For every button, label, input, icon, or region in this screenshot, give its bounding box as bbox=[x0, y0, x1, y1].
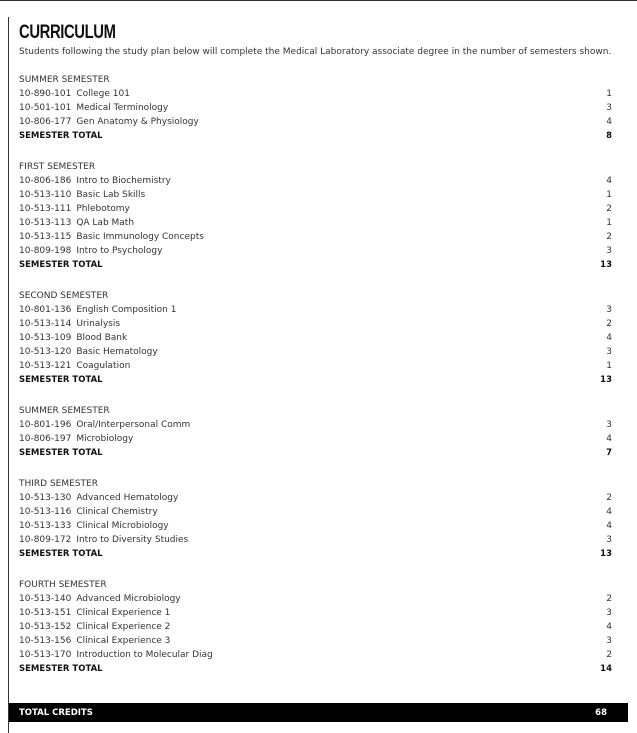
course-info bbox=[19, 606, 170, 620]
course-code: 10-809-172 bbox=[19, 535, 72, 545]
course-info bbox=[19, 101, 168, 115]
course-code: 10-801-196 bbox=[19, 420, 72, 430]
semester-total-label: SEMESTER TOTAL bbox=[19, 375, 103, 385]
course-credits: 1 bbox=[606, 218, 612, 228]
course-title: Gen Anatomy & Physiology bbox=[76, 117, 199, 127]
course-code: 10-513-120 bbox=[19, 347, 72, 357]
course-code: 10-513-170 bbox=[19, 650, 72, 660]
course-credits: 4 bbox=[606, 507, 612, 517]
course-code: 10-513-116 bbox=[19, 507, 72, 517]
course-row bbox=[19, 432, 612, 446]
course-title: Clinical Experience 2 bbox=[76, 622, 171, 632]
course-credits: 2 bbox=[606, 594, 612, 604]
course-info bbox=[19, 303, 176, 317]
semester-heading: SUMMER SEMESTER bbox=[19, 75, 110, 85]
semester-total-value: 8 bbox=[606, 131, 612, 141]
course-info bbox=[19, 174, 171, 188]
course-credits: 4 bbox=[606, 176, 612, 186]
course-info bbox=[19, 634, 170, 648]
course-credits: 1 bbox=[606, 190, 612, 200]
semester-total-value: 13 bbox=[600, 549, 612, 559]
course-title: Basic Immunology Concepts bbox=[76, 232, 204, 242]
course-code: 10-513-110 bbox=[19, 190, 72, 200]
semester-heading: THIRD SEMESTER bbox=[19, 479, 98, 489]
semester-section bbox=[19, 160, 612, 272]
course-code: 10-890-101 bbox=[19, 89, 72, 99]
semester-section bbox=[19, 73, 612, 143]
course-credits: 2 bbox=[606, 493, 612, 503]
course-code: 10-513-113 bbox=[19, 218, 72, 228]
course-credits: 3 bbox=[606, 305, 612, 315]
course-title: Clinical Microbiology bbox=[76, 521, 169, 531]
course-title: Urinalysis bbox=[76, 319, 121, 329]
course-code: 10-513-151 bbox=[19, 608, 72, 618]
course-code: 10-513-140 bbox=[19, 594, 72, 604]
course-code: 10-806-177 bbox=[19, 117, 72, 127]
course-credits: 3 bbox=[606, 347, 612, 357]
course-row bbox=[19, 491, 612, 505]
course-info bbox=[19, 115, 199, 129]
course-row bbox=[19, 359, 612, 373]
course-code: 10-513-156 bbox=[19, 636, 72, 646]
curriculum-page bbox=[19, 22, 612, 693]
course-code: 10-513-114 bbox=[19, 319, 72, 329]
course-title: English Composition 1 bbox=[76, 305, 177, 315]
course-row bbox=[19, 634, 612, 648]
course-row bbox=[19, 533, 612, 547]
semester-total-row bbox=[19, 662, 612, 676]
semester-total-label: SEMESTER TOTAL bbox=[19, 131, 103, 141]
intro-text: Students following the study plan below will complete the Medical Laboratory associate degree in the number of semesters shown. bbox=[19, 47, 612, 57]
semester-list bbox=[19, 73, 612, 676]
course-row bbox=[19, 505, 612, 519]
course-code: 10-513-109 bbox=[19, 333, 72, 343]
course-row bbox=[19, 115, 612, 129]
semester-total-value: 7 bbox=[606, 448, 612, 458]
course-info bbox=[19, 505, 158, 519]
course-credits: 4 bbox=[606, 434, 612, 444]
course-code: 10-806-197 bbox=[19, 434, 72, 444]
semester-section bbox=[19, 477, 612, 561]
semester-total-row bbox=[19, 547, 612, 561]
course-credits: 3 bbox=[606, 420, 612, 430]
course-credits: 2 bbox=[606, 204, 612, 214]
course-credits: 3 bbox=[606, 246, 612, 256]
semester-total-row bbox=[19, 373, 612, 387]
course-credits: 4 bbox=[606, 117, 612, 127]
course-row bbox=[19, 620, 612, 634]
course-credits: 4 bbox=[606, 521, 612, 531]
course-title: College 101 bbox=[76, 89, 130, 99]
course-title: Oral/Interpersonal Comm bbox=[76, 420, 191, 430]
course-code: 10-806-186 bbox=[19, 176, 72, 186]
course-title: Advanced Microbiology bbox=[76, 594, 181, 604]
course-credits: 1 bbox=[606, 89, 612, 99]
course-title: Intro to Psychology bbox=[76, 246, 163, 256]
course-row bbox=[19, 101, 612, 115]
course-row bbox=[19, 188, 612, 202]
course-credits: 4 bbox=[606, 622, 612, 632]
total-credits-bar bbox=[9, 703, 628, 722]
course-credits: 2 bbox=[606, 650, 612, 660]
semester-total-row bbox=[19, 129, 612, 143]
course-info bbox=[19, 418, 190, 432]
course-code: 10-513-133 bbox=[19, 521, 72, 531]
course-title: Basic Lab Skills bbox=[76, 190, 146, 200]
course-credits: 2 bbox=[606, 319, 612, 329]
course-code: 10-513-115 bbox=[19, 232, 72, 242]
semester-total-label: SEMESTER TOTAL bbox=[19, 448, 103, 458]
semester-section bbox=[19, 289, 612, 387]
total-credits-value: 68 bbox=[595, 707, 607, 718]
course-credits: 3 bbox=[606, 608, 612, 618]
course-title: Coagulation bbox=[76, 361, 131, 371]
semester-total-row bbox=[19, 446, 612, 460]
semester-total-row bbox=[19, 258, 612, 272]
course-title: Intro to Diversity Studies bbox=[76, 535, 189, 545]
course-title: Basic Hematology bbox=[76, 347, 158, 357]
course-credits: 2 bbox=[606, 232, 612, 242]
course-info bbox=[19, 202, 130, 216]
course-info bbox=[19, 87, 130, 101]
course-info bbox=[19, 519, 169, 533]
course-title: Phlebotomy bbox=[76, 204, 130, 214]
semester-section bbox=[19, 578, 612, 676]
left-rule bbox=[8, 17, 9, 733]
course-row bbox=[19, 230, 612, 244]
course-code: 10-513-152 bbox=[19, 622, 72, 632]
course-row bbox=[19, 216, 612, 230]
semester-total-value: 13 bbox=[600, 375, 612, 385]
course-title: Blood Bank bbox=[76, 333, 128, 343]
course-row bbox=[19, 244, 612, 258]
course-title: Clinical Experience 3 bbox=[76, 636, 171, 646]
course-code: 10-513-121 bbox=[19, 361, 72, 371]
course-info bbox=[19, 359, 130, 373]
course-title: Medical Terminology bbox=[76, 103, 169, 113]
course-title: Clinical Chemistry bbox=[76, 507, 158, 517]
course-code: 10-809-198 bbox=[19, 246, 72, 256]
course-row bbox=[19, 592, 612, 606]
semester-total-label: SEMESTER TOTAL bbox=[19, 260, 103, 270]
course-row bbox=[19, 174, 612, 188]
course-title: Advanced Hematology bbox=[76, 493, 179, 503]
course-info bbox=[19, 648, 213, 662]
course-info bbox=[19, 533, 188, 547]
semester-heading: SECOND SEMESTER bbox=[19, 291, 109, 301]
course-credits: 3 bbox=[606, 535, 612, 545]
course-info bbox=[19, 230, 204, 244]
semester-total-label: SEMESTER TOTAL bbox=[19, 549, 103, 559]
course-credits: 3 bbox=[606, 636, 612, 646]
semester-total-label: SEMESTER TOTAL bbox=[19, 664, 103, 674]
semester-heading: FOURTH SEMESTER bbox=[19, 580, 107, 590]
course-title: Introduction to Molecular Diag bbox=[76, 650, 213, 660]
course-code: 10-501-101 bbox=[19, 103, 72, 113]
course-row bbox=[19, 648, 612, 662]
top-rule bbox=[0, 0, 637, 1]
course-row bbox=[19, 418, 612, 432]
course-info bbox=[19, 317, 120, 331]
course-code: 10-801-136 bbox=[19, 305, 72, 315]
semester-heading: SUMMER SEMESTER bbox=[19, 406, 110, 416]
course-row bbox=[19, 202, 612, 216]
course-info bbox=[19, 244, 162, 258]
course-title: Microbiology bbox=[76, 434, 134, 444]
semester-section bbox=[19, 404, 612, 460]
course-row bbox=[19, 87, 612, 101]
semester-total-value: 13 bbox=[600, 260, 612, 270]
course-info bbox=[19, 331, 127, 345]
total-credits-label: TOTAL CREDITS bbox=[19, 707, 93, 718]
course-row bbox=[19, 303, 612, 317]
course-credits: 1 bbox=[606, 361, 612, 371]
course-title: Intro to Biochemistry bbox=[76, 176, 171, 186]
course-info bbox=[19, 345, 158, 359]
course-code: 10-513-111 bbox=[19, 204, 72, 214]
course-title: Clinical Experience 1 bbox=[76, 608, 171, 618]
semester-heading: FIRST SEMESTER bbox=[19, 162, 96, 172]
course-info bbox=[19, 432, 133, 446]
course-info bbox=[19, 620, 170, 634]
course-row bbox=[19, 519, 612, 533]
course-row bbox=[19, 331, 612, 345]
semester-total-value: 14 bbox=[600, 664, 612, 674]
course-row bbox=[19, 317, 612, 331]
course-info bbox=[19, 491, 178, 505]
course-credits: 3 bbox=[606, 103, 612, 113]
page-title: CURRICULUM bbox=[19, 22, 116, 43]
course-credits: 4 bbox=[606, 333, 612, 343]
course-title: QA Lab Math bbox=[76, 218, 135, 228]
course-info bbox=[19, 216, 134, 230]
course-row bbox=[19, 345, 612, 359]
course-row bbox=[19, 606, 612, 620]
course-info bbox=[19, 188, 145, 202]
course-code: 10-513-130 bbox=[19, 493, 72, 503]
course-info bbox=[19, 592, 181, 606]
